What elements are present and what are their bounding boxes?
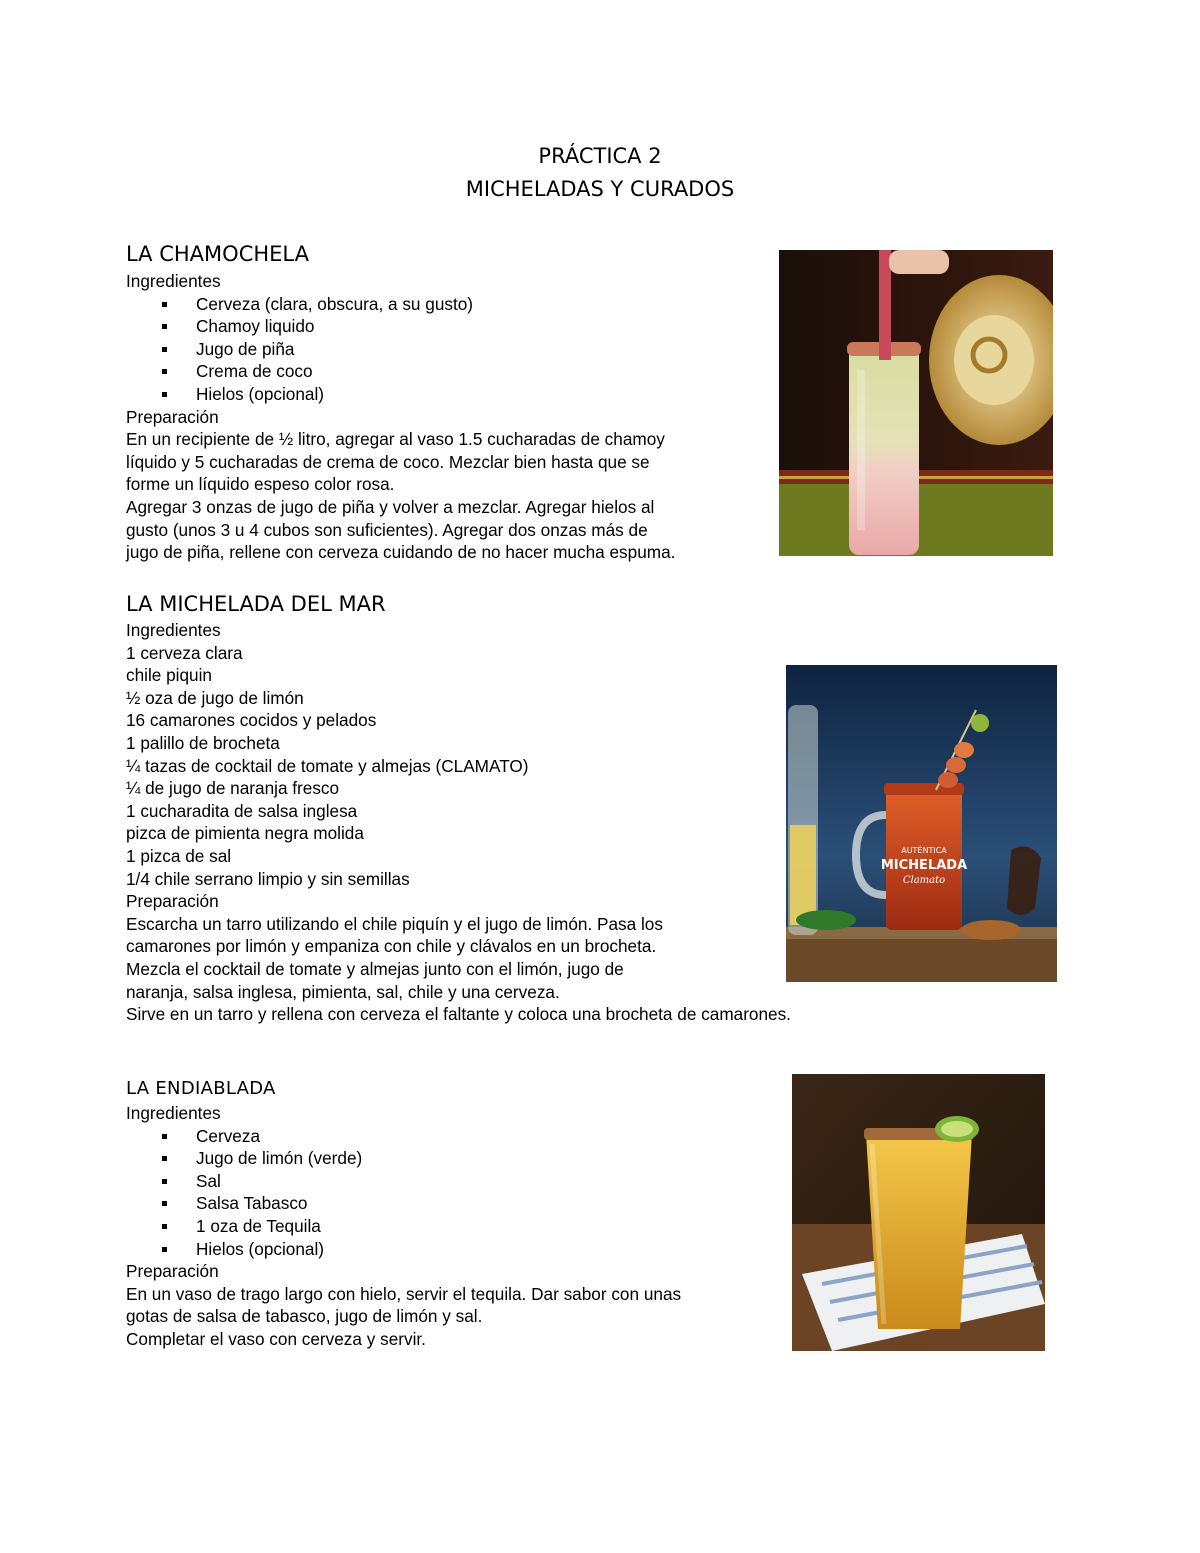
list-item: 1 pizca de sal <box>126 845 232 866</box>
list-item: Crema de coco <box>126 360 675 383</box>
list-item: chile piquin <box>126 665 212 686</box>
recipe-body-endiablada <box>126 1102 681 1351</box>
preparation-line: Agregar 3 onzas de jugo de piña y volver a mezclar. Agregar hielos al <box>126 496 655 517</box>
mug-label-brand: Clamato <box>902 875 946 886</box>
preparation-label: Preparación <box>126 406 219 427</box>
recipe-title-michelada-del-mar: LA MICHELADA DEL MAR <box>126 592 386 616</box>
list-item: Chamoy liquido <box>126 315 675 338</box>
preparation-line: Escarcha un tarro utilizando el chile piquín y el jugo de limón. Pasa los <box>126 913 663 934</box>
preparation-line: jugo de piña, rellene con cerveza cuidando de no hacer mucha espuma. <box>126 542 676 563</box>
preparation-line: gusto (unos 3 u 4 cubos son suficientes). Agregar dos onzas más de <box>126 519 648 540</box>
list-item: Jugo de piña <box>126 338 675 361</box>
list-item: Sal <box>126 1170 681 1193</box>
list-item: Hielos (opcional) <box>126 383 675 406</box>
preparation-line: En un recipiente de ½ litro, agregar al vaso 1.5 cucharadas de chamoy <box>126 429 665 450</box>
list-item: Salsa Tabasco <box>126 1192 681 1215</box>
list-item: ¼ de jugo de naranja fresco <box>126 778 340 799</box>
preparation-line: naranja, salsa inglesa, pimienta, sal, chile y una cerveza. <box>126 981 560 1002</box>
list-item: Hielos (opcional) <box>126 1238 681 1261</box>
mug-label-main: MICHELADA <box>880 858 968 873</box>
list-item: 1 cerveza clara <box>126 642 243 663</box>
ingredients-label: Ingredientes <box>126 1103 221 1123</box>
mug-label-top: AUTÉNTICA <box>901 846 947 855</box>
preparation-line: líquido y 5 cucharadas de crema de coco. Mezclar bien hasta que se <box>126 451 650 472</box>
list-item: Jugo de limón (verde) <box>126 1147 681 1170</box>
michelada-del-mar-photo <box>786 665 1057 982</box>
list-item: 1 cucharadita de salsa inglesa <box>126 800 358 821</box>
page-title: PRÁCTICA 2 <box>538 144 662 168</box>
list-item: 1 oza de Tequila <box>126 1215 681 1238</box>
preparation-line: camarones por limón y empaniza con chile y clávalos en un brocheta. <box>126 936 657 957</box>
chamochela-photo <box>779 250 1053 556</box>
recipe-body-michelada-del-mar <box>126 619 791 1026</box>
preparation-line: Sirve en un tarro y rellena con cerveza el faltante y coloca una brocheta de camarones. <box>126 1004 791 1025</box>
list-item: ¼ tazas de cocktail de tomate y almejas (CLAMATO) <box>126 755 529 776</box>
ingredients-label: Ingredientes <box>126 620 221 640</box>
preparation-line: Mezcla el cocktail de tomate y almejas junto con el limón, jugo de <box>126 958 624 979</box>
list-item: 16 camarones cocidos y pelados <box>126 710 377 731</box>
list-item: 1 palillo de brocheta <box>126 732 280 753</box>
preparation-label: Preparación <box>126 891 219 912</box>
endiablada-photo <box>792 1074 1045 1351</box>
list-item: pizca de pimienta negra molida <box>126 823 364 844</box>
preparation-line: Completar el vaso con cerveza y servir. <box>126 1328 426 1349</box>
list-item: Cerveza (clara, obscura, a su gusto) <box>126 293 675 316</box>
preparation-line: gotas de salsa de tabasco, jugo de limón y sal. <box>126 1306 483 1327</box>
preparation-line: En un vaso de trago largo con hielo, servir el tequila. Dar sabor con unas <box>126 1283 682 1304</box>
recipe-title-endiablada: LA ENDIABLADA <box>126 1078 276 1099</box>
list-item: ½ oza de jugo de limón <box>126 687 304 708</box>
preparation-label: Preparación <box>126 1261 219 1282</box>
page-subtitle: MICHELADAS Y CURADOS <box>465 177 735 201</box>
ingredients-label: Ingredientes <box>126 271 221 291</box>
preparation-line: forme un líquido espeso color rosa. <box>126 474 395 495</box>
recipe-body-chamochela <box>126 270 675 564</box>
list-item: 1/4 chile serrano limpio y sin semillas <box>126 868 410 889</box>
recipe-title-chamochela: LA CHAMOCHELA <box>126 242 309 266</box>
list-item: Cerveza <box>126 1125 681 1148</box>
